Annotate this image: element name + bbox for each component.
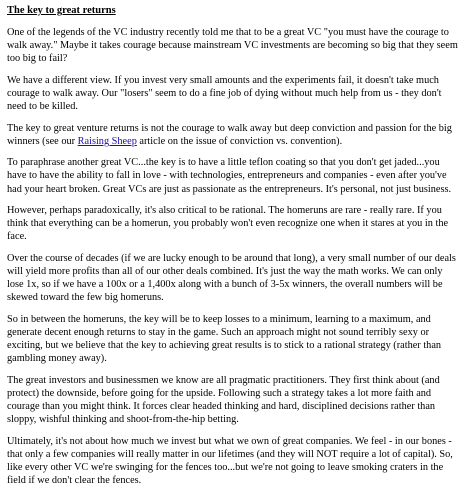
- paragraph-7: So in between the homeruns, the key will be to keep losses to a minimum, learning to a maximum, and generate decent enough returns to stay in the game. Such an approach might not sound terribly sexy or exciting, but we believe that the key to achieving great results is to stick to a rational strategy (rather than gambling money away).: [7, 313, 442, 365]
- paragraph-4: To paraphrase another great VC...the key is to have a little teflon coating so that you don't get jaded...you have to have the ability to fall in love - with technologies, entrepreneurs and companies - even after you've had your heart broken. Great VCs are just as passionate as the entrepreneurs. It's personal, not just business.: [7, 157, 452, 195]
- paragraph-3-text-before: The key to great venture returns is not the courage to walk away but deep conviction and passion for the big winners (see our: [7, 122, 452, 147]
- paragraph-3: [7, 122, 459, 148]
- paragraph-8: The great investors and businessmen we know are all pragmatic practitioners. They first think about (and protect) the downside, before going for the upside. Following such a strategy takes a lot more faith and courage than you might think. It forces clear headed thinking and hard, disciplined decisions rather than sloppy, wishful thinking and shoot-from-the-hip betting.: [7, 374, 440, 425]
- paragraph-1: One of the legends of the VC industry recently told me that to be a great VC "you must have the courage to walk away." Maybe it takes courage because mainstream VC investments are becoming so big that they seem too big to fail?: [7, 27, 458, 65]
- paragraph-5: However, perhaps paradoxically, it's also critical to be rational. The homeruns are rare - really rare. If you think that everything can be a homerun, you probably won't even recognize one when it stares at you in the face.: [7, 205, 449, 243]
- paragraph-2: We have a different view. If you invest very small amounts and the experiments fail, it doesn't take much courage to walk away. Our "losers" seem to do a fine job of dying without much help from us - they don't need to be killed.: [7, 74, 442, 113]
- paragraph-6: Over the course of decades (if we are lucky enough to be around that long), a very small number of our deals will yield more profits than all of our other deals combined. It's just the way the math works. We can only lose 1x, so if we have a 100x or a 1,400x along with a bunch of 3-5x winners, the overall numbers will be skewed toward the few big homeruns.: [7, 252, 456, 304]
- raising-sheep-link[interactable]: Raising Sheep: [77, 135, 137, 147]
- paragraph-9: Ultimately, it's not about how much we invest but what we own of great companies. We feel - in our bones - that only a few companies will really matter in our lifetimes (and they will NOT require a lot of capital). So, like every other VC we're swinging for the fences too...but we're not going to leave smoking craters in the field if we don't clear the fences.: [7, 435, 453, 486]
- article-title: The key to great returns: [7, 5, 116, 16]
- paragraph-3-text-after: article on the issue of conviction vs. convention).: [136, 135, 343, 147]
